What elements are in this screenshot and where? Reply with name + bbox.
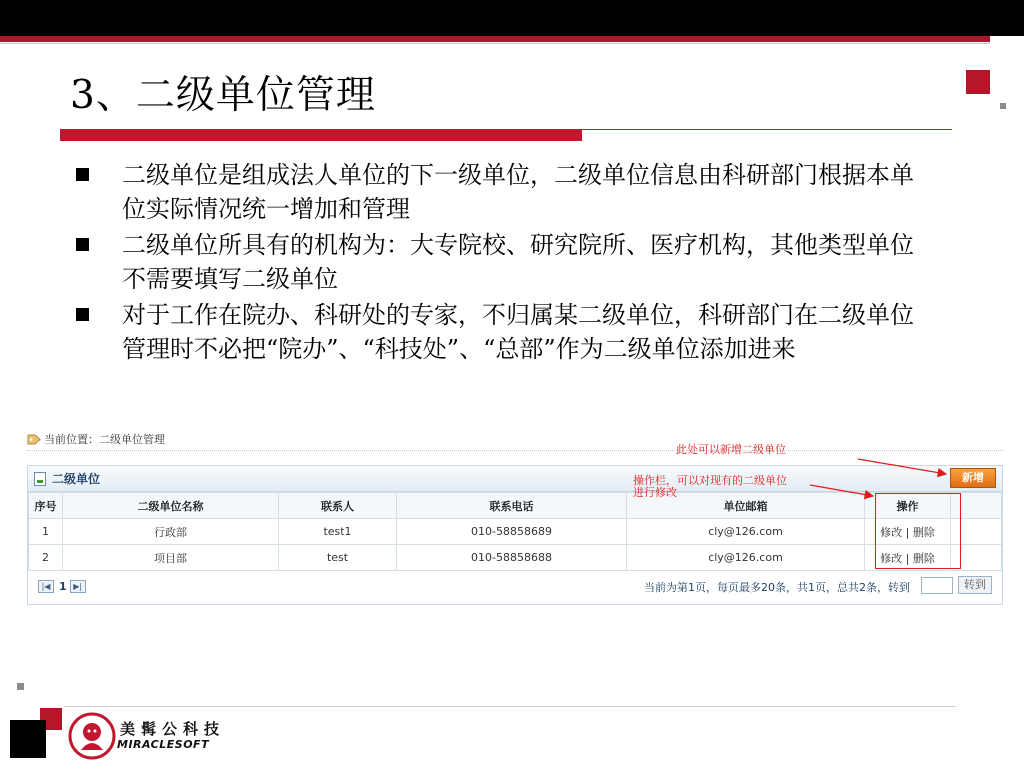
top-red-stripe bbox=[0, 36, 990, 42]
pagination-bar bbox=[28, 571, 1002, 601]
cell-email: cly@126.com bbox=[627, 519, 865, 545]
corner-red-square bbox=[966, 70, 990, 94]
edit-link[interactable]: 修改 bbox=[880, 525, 903, 539]
first-page-icon[interactable]: |◀ bbox=[38, 580, 54, 593]
breadcrumb-divider bbox=[27, 450, 1003, 451]
cell-index: 1 bbox=[29, 519, 63, 545]
bullet-item bbox=[76, 298, 931, 366]
bullet-text: 二级单位所具有的机构为：大专院校、研究院所、医疗机构，其他类型单位不需要填写二级单位 bbox=[122, 231, 914, 293]
column-header-phone: 联系电话 bbox=[397, 493, 627, 519]
cell-name: 行政部 bbox=[63, 519, 279, 545]
action-separator: | bbox=[905, 551, 910, 565]
current-page[interactable]: 1 bbox=[59, 579, 67, 593]
slide-title: 3、二级单位管理 bbox=[70, 73, 376, 118]
last-page-icon[interactable]: ▶| bbox=[70, 580, 86, 593]
cell-index: 2 bbox=[29, 545, 63, 571]
cell-contact: test1 bbox=[279, 519, 397, 545]
annotation-op-note-line2: 进行修改 bbox=[633, 486, 677, 499]
column-header-index: 序号 bbox=[29, 493, 63, 519]
cell-email: cly@126.com bbox=[627, 545, 865, 571]
bullet-square-icon bbox=[76, 168, 89, 181]
breadcrumb bbox=[27, 430, 165, 448]
top-black-bar bbox=[0, 0, 1024, 36]
company-name-cn: 美髯公科技 bbox=[120, 720, 226, 738]
company-name-en: MIRACLESOFT bbox=[117, 738, 210, 751]
annotation-add-note: 此处可以新增二级单位 bbox=[676, 443, 786, 456]
table-row bbox=[29, 545, 1002, 571]
bullet-text: 二级单位是组成法人单位的下一级单位，二级单位信息由科研部门根据本单位实际情况统一增加和管理 bbox=[122, 161, 914, 223]
column-header-name: 二级单位名称 bbox=[63, 493, 279, 519]
cell-name: 项目部 bbox=[63, 545, 279, 571]
bullet-square-icon bbox=[76, 308, 89, 321]
cell-contact: test bbox=[279, 545, 397, 571]
panel-header bbox=[28, 466, 1002, 492]
pagination-info: 当前为第1页，每页最多20条，共1页，总共2条，转到 bbox=[644, 581, 910, 594]
breadcrumb-text: 当前位置：二级单位管理 bbox=[44, 433, 165, 446]
top-gray-line bbox=[0, 43, 990, 44]
annotation-op-note: 操作栏，可以对现有的二级单位 bbox=[633, 474, 787, 487]
column-header-contact: 联系人 bbox=[279, 493, 397, 519]
corner-gray-square bbox=[1000, 103, 1006, 109]
title-underline-thin bbox=[582, 129, 952, 130]
cell-phone: 010-58858688 bbox=[397, 545, 627, 571]
bullet-list bbox=[76, 158, 931, 368]
delete-link[interactable]: 删除 bbox=[912, 551, 935, 565]
unit-panel bbox=[27, 465, 1003, 605]
title-underline-bar bbox=[60, 129, 582, 141]
unit-table bbox=[28, 492, 1002, 571]
bullet-square-icon bbox=[76, 238, 89, 251]
bullet-item bbox=[76, 228, 931, 296]
column-header-actions: 操作 bbox=[865, 493, 951, 519]
panel-title: 二级单位 bbox=[52, 472, 101, 486]
document-icon bbox=[34, 472, 46, 486]
bullet-item bbox=[76, 158, 931, 226]
add-unit-button[interactable]: 新增 bbox=[950, 468, 996, 488]
bullet-text: 对于工作在院办、科研处的专家，不归属某二级单位，科研部门在二级单位管理时不必把“院办”、“科技处”、“总部”作为二级单位添加进来 bbox=[122, 301, 914, 363]
company-logo-icon bbox=[68, 712, 116, 760]
action-separator: | bbox=[905, 525, 910, 539]
column-header-email: 单位邮箱 bbox=[627, 493, 865, 519]
footer-gray-dot bbox=[17, 683, 24, 690]
actions-highlight-box bbox=[875, 493, 961, 569]
edit-link[interactable]: 修改 bbox=[880, 551, 903, 565]
delete-link[interactable]: 删除 bbox=[912, 525, 935, 539]
cell-phone: 010-58858689 bbox=[397, 519, 627, 545]
page-jump-button[interactable]: 转到 bbox=[958, 576, 992, 594]
tag-icon bbox=[27, 434, 41, 445]
footer-line bbox=[64, 706, 956, 707]
page-jump-input[interactable] bbox=[921, 577, 953, 594]
table-header-row bbox=[29, 493, 1002, 519]
footer-black-square bbox=[10, 720, 46, 758]
table-row bbox=[29, 519, 1002, 545]
